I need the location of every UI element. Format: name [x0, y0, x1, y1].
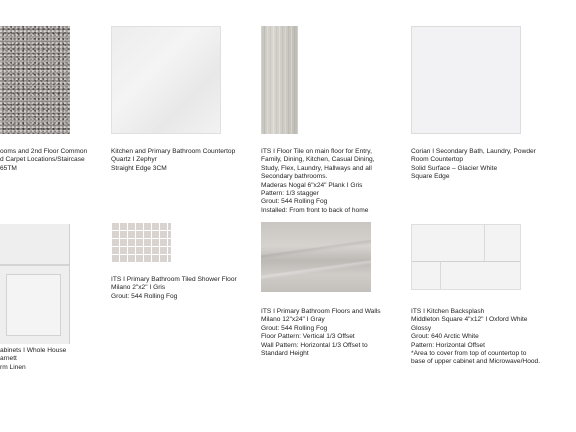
carpet-swatch-image [0, 26, 70, 134]
caption-line: ITS I Primary Bathroom Tiled Shower Floor [111, 276, 237, 283]
corian-caption [411, 148, 536, 182]
caption-line: Milano 2"x2" I Gris [111, 284, 166, 292]
cabinet-panel [6, 274, 61, 336]
tile-joint [412, 261, 520, 262]
milano-caption [261, 308, 381, 358]
caption-line: Kitchen and Primary Bathroom Countertop [111, 148, 236, 155]
backsplash-caption [411, 308, 540, 367]
quartz-countertop-swatch-image [111, 26, 221, 134]
caption-line: rm Linen [0, 363, 26, 371]
caption-line: Wall Pattern: Horizontal 1/3 Offset to [261, 341, 368, 349]
caption-line: Straight Edge 3CM [111, 164, 167, 172]
caption-line: ITS I Kitchen Backsplash [411, 308, 485, 315]
caption-line: Square Edge [411, 173, 450, 181]
caption-line: ITS I Primary Bathroom Floors and Walls [261, 308, 381, 315]
caption-line: 65TM [0, 164, 17, 172]
caption-line: *Area to cover from top of countertop to [411, 350, 527, 358]
cabinet-rail [0, 264, 69, 266]
caption-line: ITS I Floor Tile on main floor for Entry, [261, 148, 372, 155]
caption-line: Quartz I Zephyr [111, 156, 157, 164]
caption-line: Grout: 544 Rolling Fog [261, 324, 328, 332]
caption-line: base of upper cabinet and Microwave/Hood. [411, 358, 541, 366]
caption-line: ooms and 2nd Floor Common [0, 148, 88, 155]
backsplash-tile-swatch-image [411, 224, 521, 290]
caption-line: Glossy [411, 324, 432, 332]
quartz-caption [111, 148, 235, 173]
caption-line: Maderas Nogal 6"x24" Plank I Gris [261, 181, 363, 189]
caption-line: d Carpet Locations/Staircase [0, 156, 85, 164]
caption-line: Installed: From front to back of home [261, 206, 369, 214]
corian-countertop-swatch-image [411, 26, 521, 134]
caption-line: Secondary bathrooms. [261, 173, 328, 181]
mosaic-caption [111, 276, 237, 301]
caption-line: Grout: 640 Arctic White [411, 333, 479, 341]
caption-line: Milano 12"x24" I Gray [261, 316, 325, 324]
tile-joint [440, 262, 441, 289]
caption-line: Family, Dining, Kitchen, Casual Dining, [261, 156, 375, 164]
caption-line: Floor Pattern: Vertical 1/3 Offset [261, 333, 355, 341]
plank-tile-caption [261, 148, 374, 215]
caption-line: Grout: 544 Rolling Fog [111, 292, 178, 300]
cabinet-door-swatch-image [0, 224, 70, 344]
caption-line: Pattern: Horizontal Offset [411, 341, 485, 349]
caption-line: Study, Flex, Laundry, Hallways and all [261, 164, 372, 172]
caption-line: Room Countertop [411, 156, 464, 164]
caption-line: Solid Surface – Glacier White [411, 164, 498, 172]
caption-line: Standard Height [261, 350, 309, 358]
caption-line: Grout: 544 Rolling Fog [261, 198, 328, 206]
plank-floor-tile-swatch-image [261, 26, 298, 134]
caption-line: Corian I Secondary Bath, Laundry, Powder [411, 148, 536, 155]
mosaic-shower-tile-swatch-image [111, 222, 171, 262]
caption-line: Pattern: 1/3 stagger [261, 190, 319, 198]
cabinet-caption [0, 347, 66, 372]
carpet-caption [0, 148, 87, 173]
tile-joint [484, 225, 485, 261]
milano-tile-swatch-image [261, 222, 371, 292]
caption-line: arnett [0, 355, 17, 363]
caption-line: abinets I Whole House [0, 347, 67, 354]
caption-line: Middleton Square 4"x12" I Oxford White [411, 316, 528, 324]
